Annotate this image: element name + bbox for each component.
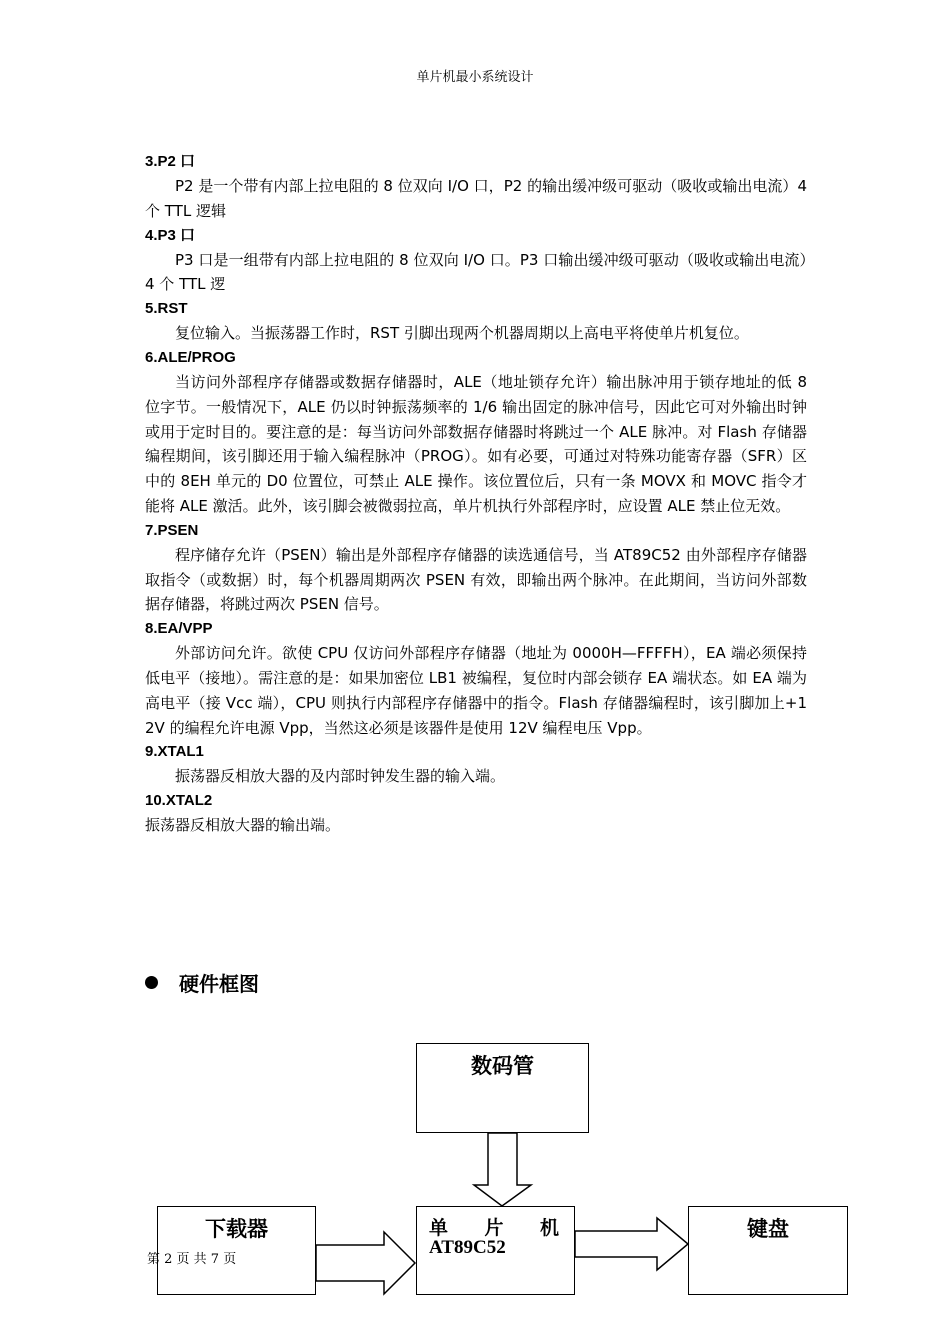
section-title: 5.RST <box>145 300 188 318</box>
page-footer: 第 2 页 共 7 页 <box>147 1252 237 1267</box>
hardware-heading-text: 硬件框图 <box>179 972 259 996</box>
arrow-mcu-to-keyboard <box>575 1218 688 1270</box>
downloader-block-label: 下载器 <box>205 1217 268 1241</box>
display-block-label: 数码管 <box>471 1054 534 1078</box>
section-paragraph: 振荡器反相放大器的输出端。 <box>145 816 341 835</box>
section-paragraph: 复位输入。当振荡器工作时，RST 引脚出现两个机器周期以上高电平将使单片机复位。 <box>175 324 749 343</box>
section-paragraph: 振荡器反相放大器的及内部时钟发生器的输入端。 <box>175 767 506 786</box>
section-title: 9.XTAL1 <box>145 743 204 761</box>
section-title: 7.PSEN <box>145 521 199 539</box>
arrow-display-to-mcu <box>474 1133 531 1206</box>
section-paragraph: 当访问外部程序存储器或数据存储器时，ALE（地址锁存允许）输出脉冲用于锁存地址的低 8 位字节。一般情况下，ALE 仍以时钟振荡频率的 1/6 输出固定的脉冲信号，因此它可对外输出时钟或用于定时目的。要注意的是：每当访问外部数据存储器时将跳过一个 ALE 脉冲。对 Flash 存储器编程期间，该引脚还用于输入编程脉冲（PROG）。如有必要，可通过对特殊功能寄存器（SFR）区中的 8EH 单元的 D0 位置位，可禁止 ALE 操作。该位置位后，只有一条 MOVX 和 MOVC 指令才能将 ALE 激活。此外，该引脚会被微弱拉高，单片机执行外部程序时，应设置 ALE 禁止位无效。 <box>145 372 807 515</box>
section-title: 10.XTAL2 <box>145 792 213 810</box>
section-title: 6.ALE/PROG <box>145 348 236 366</box>
mcu-char: 片 <box>484 1217 504 1239</box>
keyboard-block-label: 键盘 <box>747 1217 789 1241</box>
mcu-model-label: AT89C52 <box>429 1237 506 1258</box>
arrow-downloader-to-mcu <box>316 1232 415 1294</box>
section-title: 3.P2 口 <box>145 153 196 170</box>
section-paragraph: P2 是一个带有内部上拉电阻的 8 位双向 I/O 口，P2 的输出缓冲级可驱动（吸收或输出电流）4 个 TTL 逻辑 <box>145 177 807 220</box>
section-title: 8.EA/VPP <box>145 620 213 638</box>
page-header: 单片机最小系统设计 <box>416 70 534 85</box>
mcu-char: 机 <box>539 1217 559 1239</box>
section-paragraph: 外部访问允许。欲使 CPU 仅访问外部程序存储器（地址为 0000H—FFFFH），EA 端必须保持低电平（接地）。需注意的是：如果加密位 LB1 被编程，复位时内部会锁存 EA 端状态。如 EA 端为高电平（接 Vcc 端），CPU 则执行内部程序存储器中的指令。Flash 存储器编程时，该引脚加上+12V 的编程允许电源 Vpp，当然这必须是该器件是使用 12V 编程电压 Vpp。 <box>145 644 807 737</box>
section-title: 4.P3 口 <box>145 226 196 244</box>
mcu-char: 单 <box>429 1217 449 1239</box>
section-paragraph: P3 口是一组带有内部上拉电阻的 8 位双向 I/O 口。P3 口输出缓冲级可驱动（吸收或输出电流）4 个 TTL 逻 <box>145 250 807 294</box>
section-paragraph: 程序储存允许（PSEN）输出是外部程序存储器的读选通信号，当 AT89C52 由外部程序存储器取指令（或数据）时，每个机器周期两次 PSEN 有效，即输出两个脉冲。在此期间，当访问外部数据存储器，将跳过两次 PSEN 信号。 <box>145 545 807 614</box>
